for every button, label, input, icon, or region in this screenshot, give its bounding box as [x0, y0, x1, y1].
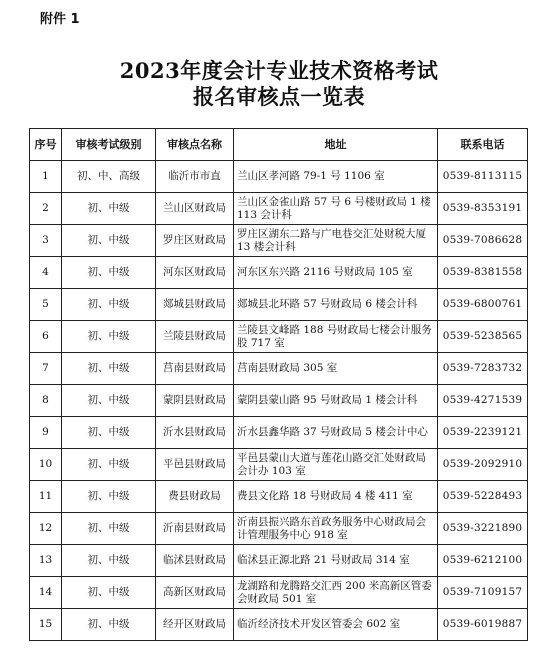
cell-address: 龙湖路和龙腾路交汇西 200 米高新区管委会财政局 501 室	[234, 577, 438, 609]
cell-name: 郯城县财政局	[156, 289, 234, 321]
cell-no: 12	[30, 513, 62, 545]
cell-address: 兰山区金雀山路 57 号 6 号楼财政局 1 楼 113 会计科	[234, 193, 438, 225]
cell-level: 初、中级	[62, 417, 156, 449]
cell-level: 初、中、高级	[62, 161, 156, 193]
cell-name: 平邑县财政局	[156, 449, 234, 481]
cell-address: 兰山区孝河路 79-1 号 1106 室	[234, 161, 438, 193]
cell-phone: 0539-7109157	[438, 577, 528, 609]
cell-phone: 0539-6800761	[438, 289, 528, 321]
cell-no: 3	[30, 225, 62, 257]
attachment-label: 附件 1	[40, 12, 80, 27]
cell-level: 初、中级	[62, 513, 156, 545]
cell-no: 4	[30, 257, 62, 289]
cell-name: 罗庄区财政局	[156, 225, 234, 257]
cell-no: 13	[30, 545, 62, 577]
cell-address: 罗庄区湖东二路与广电巷交汇处财税大厦 13 楼会计科	[234, 225, 438, 257]
table-row	[30, 545, 528, 577]
header-level: 审核考试级别	[62, 129, 156, 161]
cell-phone: 0539-3221890	[438, 513, 528, 545]
cell-address: 临沂经济技术开发区管委会 602 室	[234, 609, 438, 641]
cell-name: 沂水县财政局	[156, 417, 234, 449]
cell-phone: 0539-2092910	[438, 449, 528, 481]
cell-phone: 0539-8113115	[438, 161, 528, 193]
cell-level: 初、中级	[62, 289, 156, 321]
cell-phone: 0539-7283732	[438, 353, 528, 385]
cell-name: 费县财政局	[156, 481, 234, 513]
cell-no: 11	[30, 481, 62, 513]
cell-no: 14	[30, 577, 62, 609]
cell-level: 初、中级	[62, 609, 156, 641]
cell-no: 15	[30, 609, 62, 641]
cell-no: 1	[30, 161, 62, 193]
cell-address: 沂南县振兴路东首政务服务中心财政局会计管理服务中心 918 室	[234, 513, 438, 545]
cell-address: 平邑县蒙山大道与莲花山路交汇处财政局会计办 103 室	[234, 449, 438, 481]
cell-address: 河东区东兴路 2116 号财政局 105 室	[234, 257, 438, 289]
cell-name: 沂南县财政局	[156, 513, 234, 545]
cell-phone: 0539-6019887	[438, 609, 528, 641]
cell-no: 9	[30, 417, 62, 449]
cell-level: 初、中级	[62, 545, 156, 577]
cell-name: 经开区财政局	[156, 609, 234, 641]
cell-level: 初、中级	[62, 577, 156, 609]
table-row	[30, 449, 528, 481]
cell-address: 费县文化路 18 号财政局 4 楼 411 室	[234, 481, 438, 513]
table-row	[30, 161, 528, 193]
header-name: 审核点名称	[156, 129, 234, 161]
cell-address: 莒南县财政局 305 室	[234, 353, 438, 385]
cell-level: 初、中级	[62, 257, 156, 289]
cell-name: 河东区财政局	[156, 257, 234, 289]
cell-phone: 0539-8381558	[438, 257, 528, 289]
cell-phone: 0539-5238565	[438, 321, 528, 353]
document-title: 2023年度会计专业技术资格考试	[119, 58, 439, 83]
table-row	[30, 225, 528, 257]
cell-name: 兰陵县财政局	[156, 321, 234, 353]
table-row	[30, 417, 528, 449]
cell-level: 初、中级	[62, 353, 156, 385]
cell-address: 沂水县鑫华路 37 号财政局 5 楼会计中心	[234, 417, 438, 449]
table-row	[30, 385, 528, 417]
header-no: 序号	[30, 129, 62, 161]
cell-phone: 0539-6212100	[438, 545, 528, 577]
audit-points-table	[29, 128, 528, 641]
cell-name: 临沭县财政局	[156, 545, 234, 577]
cell-level: 初、中级	[62, 449, 156, 481]
cell-no: 5	[30, 289, 62, 321]
cell-address: 郯城县北环路 57 号财政局 6 楼会计科	[234, 289, 438, 321]
table-row	[30, 577, 528, 609]
cell-phone: 0539-5228493	[438, 481, 528, 513]
cell-phone: 0539-8353191	[438, 193, 528, 225]
table-row	[30, 193, 528, 225]
cell-name: 高新区财政局	[156, 577, 234, 609]
cell-phone: 0539-2239121	[438, 417, 528, 449]
table-row	[30, 257, 528, 289]
cell-address: 临沭县正源北路 21 号财政局 314 室	[234, 545, 438, 577]
cell-phone: 0539-7086628	[438, 225, 528, 257]
table-row	[30, 513, 528, 545]
header-phone: 联系电话	[438, 129, 528, 161]
cell-level: 初、中级	[62, 481, 156, 513]
cell-no: 10	[30, 449, 62, 481]
table-row	[30, 321, 528, 353]
cell-name: 兰山区财政局	[156, 193, 234, 225]
cell-level: 初、中级	[62, 385, 156, 417]
cell-level: 初、中级	[62, 193, 156, 225]
document-subtitle: 报名审核点一览表	[193, 84, 365, 109]
cell-no: 6	[30, 321, 62, 353]
cell-no: 8	[30, 385, 62, 417]
header-address: 地址	[234, 129, 438, 161]
table-row	[30, 353, 528, 385]
table-row	[30, 609, 528, 641]
table-header-row	[30, 129, 528, 161]
cell-level: 初、中级	[62, 225, 156, 257]
cell-name: 莒南县财政局	[156, 353, 234, 385]
table-row	[30, 481, 528, 513]
cell-address: 蒙阴县蒙山路 95 号财政局 1 楼会计科	[234, 385, 438, 417]
table-row	[30, 289, 528, 321]
cell-level: 初、中级	[62, 321, 156, 353]
cell-name: 蒙阴县财政局	[156, 385, 234, 417]
cell-no: 2	[30, 193, 62, 225]
cell-phone: 0539-4271539	[438, 385, 528, 417]
cell-no: 7	[30, 353, 62, 385]
cell-name: 临沂市市直	[156, 161, 234, 193]
cell-address: 兰陵县文峰路 188 号财政局七楼会计服务股 717 室	[234, 321, 438, 353]
